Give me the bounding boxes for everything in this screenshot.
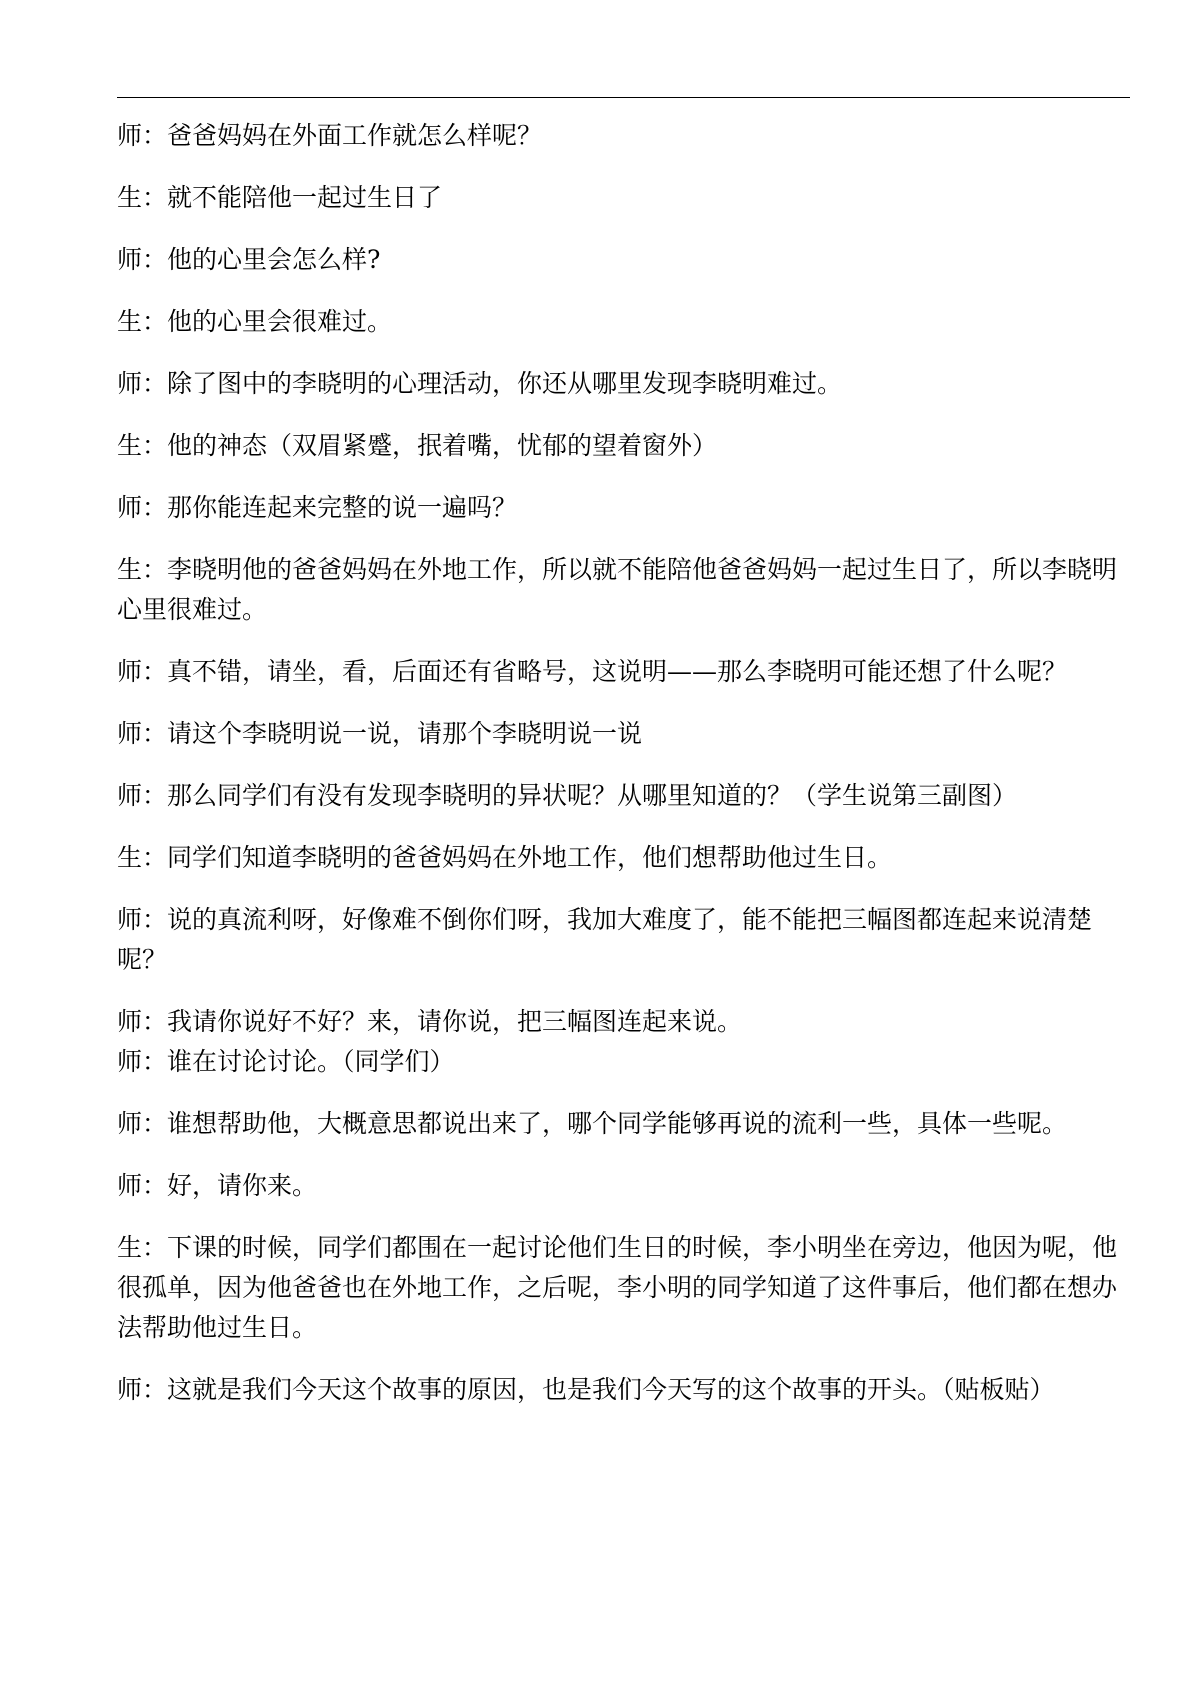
paragraph: 师：爸爸妈妈在外面工作就怎么样呢？ <box>117 121 543 150</box>
paragraph: 师：好，请你来。 <box>117 1171 318 1200</box>
paragraph: 师：请这个李晓明说一说，请那个李晓明说一说 <box>117 719 643 748</box>
paragraph: 师：这就是我们今天这个故事的原因，也是我们今天写的这个故事的开头。（贴板贴） <box>117 1375 1055 1404</box>
paragraph: 师：说的真流利呀，好像难不倒你们呀，我加大难度了，能不能把三幅图都连起来说清楚呢？ <box>117 905 1093 974</box>
paragraph: 师：谁在讨论讨论。（同学们） <box>117 1047 455 1076</box>
header-rule <box>117 97 1130 98</box>
document-body <box>117 116 1127 1432</box>
paragraph: 师：真不错，请坐，看，后面还有省略号，这说明——那么李晓明可能还想了什么呢？ <box>117 657 1068 686</box>
paragraph: 师：他的心里会怎么样? <box>117 245 381 274</box>
paragraph: 生：同学们知道李晓明的爸爸妈妈在外地工作，他们想帮助他过生日。 <box>117 843 893 872</box>
paragraph: 生：下课的时候，同学们都围在一起讨论他们生日的时候，李小明坐在旁边，他因为呢，他很孤单，因为他爸爸也在外地工作，之后呢，李小明的同学知道了这件事后，他们都在想办法帮助他过生日。 <box>117 1233 1118 1342</box>
paragraph: 生：他的心里会很难过。 <box>117 307 393 336</box>
paragraph: 生：他的神态（双眉紧蹙，抿着嘴，忧郁的望着窗外） <box>117 431 718 460</box>
paragraph: 生：李晓明他的爸爸妈妈在外地工作，所以就不能陪他爸爸妈妈一起过生日了，所以李晓明心里很难过。 <box>117 555 1118 624</box>
paragraph: 师：那你能连起来完整的说一遍吗？ <box>117 493 518 522</box>
paragraph: 师：谁想帮助他，大概意思都说出来了，哪个同学能够再说的流利一些，具体一些呢。 <box>117 1109 1068 1138</box>
paragraph: 师：那么同学们有没有发现李晓明的异状呢？从哪里知道的？（学生说第三副图） <box>117 781 1018 810</box>
paragraph: 师：除了图中的李晓明的心理活动，你还从哪里发现李晓明难过。 <box>117 369 843 398</box>
paragraph: 师：我请你说好不好？来，请你说，把三幅图连起来说。 <box>117 1007 743 1036</box>
paragraph: 生：就不能陪他一起过生日了 <box>117 183 443 212</box>
